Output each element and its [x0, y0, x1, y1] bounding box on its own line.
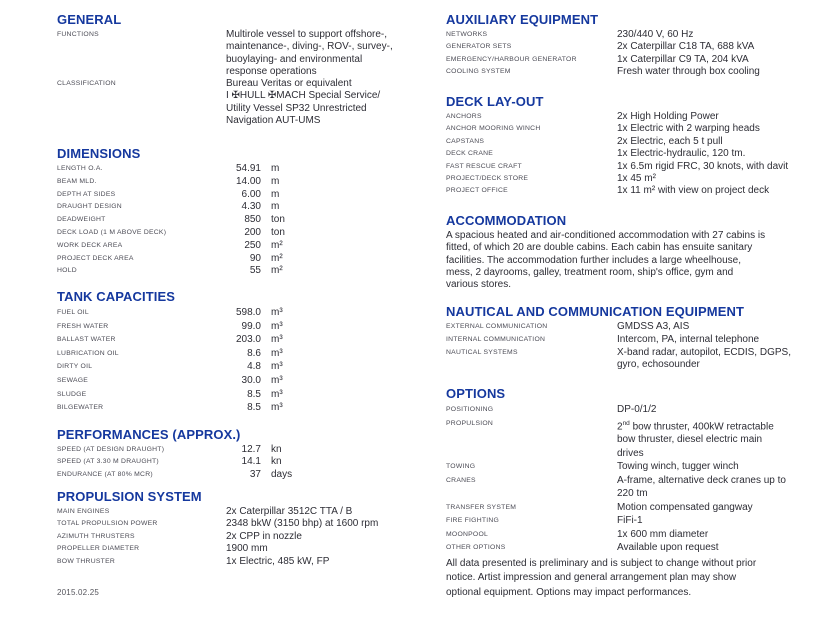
spec-value-unit: m [271, 175, 280, 187]
section-title: PROPULSION SYSTEM [57, 489, 202, 504]
value-line: notice. Artist impression and general arrangement plan may show [446, 572, 737, 584]
section-options [446, 387, 824, 555]
spec-value-number: 8.5 [247, 402, 261, 414]
spec-row [57, 227, 431, 240]
spec-row [57, 401, 431, 415]
spec-value [226, 531, 431, 543]
spec-value-number: 90 [249, 252, 261, 264]
spec-value-unit: kn [271, 444, 282, 455]
spec-row [57, 240, 431, 253]
spec-value-number: 200 [244, 226, 261, 238]
spec-row [57, 374, 431, 388]
spec-label: DEPTH AT SIDES [57, 190, 116, 198]
value-line: mess, 2 dayrooms, galley, treatment room, ship's office, gym and [446, 266, 734, 278]
value-line: 1x 11 m² with view on project deck [617, 185, 770, 197]
spec-row [446, 148, 824, 160]
spec-value-unit: ton [271, 214, 285, 226]
value-line: DP-0/1/2 [617, 404, 657, 415]
value-line: X-band radar, autopilot, ECDIS, DGPS, [617, 346, 791, 358]
value-line: bow thruster, diesel electric main [617, 434, 763, 446]
spec-value-number: 6.00 [241, 188, 261, 200]
value-line: Towing winch, tugger winch [617, 461, 739, 473]
section-title: TANK CAPACITIES [57, 289, 176, 304]
spec-row [57, 556, 431, 568]
spec-value-number: 598.0 [235, 307, 261, 318]
section-title: DECK LAY-OUT [446, 94, 544, 109]
column-right [446, 0, 824, 620]
paragraph [446, 557, 824, 600]
spec-row [446, 501, 824, 515]
spec-row [446, 541, 824, 555]
spec-label: FRESH WATER [57, 322, 109, 330]
spec-label: BEAM MLD. [57, 177, 97, 185]
spec-value-unit: m [271, 201, 280, 213]
value-line: gyro, echosounder [617, 359, 700, 371]
value-line: maintenance-, diving-, ROV-, survey-, [226, 41, 393, 53]
value-line: Multirole vessel to support offshore-, [226, 29, 388, 40]
spec-label: SEWAGE [57, 376, 89, 384]
section-accommodation [446, 214, 824, 291]
spec-row [446, 41, 824, 53]
spec-row [57, 388, 431, 402]
section-performances [57, 428, 431, 481]
spec-row [57, 176, 431, 189]
spec-row [446, 334, 824, 347]
spec-label: FUEL OIL [57, 309, 89, 316]
value-line: FiFi-1 [617, 515, 643, 527]
spec-label: COOLING SYSTEM [446, 68, 511, 76]
spec-label: ANCHORS [446, 113, 482, 120]
column-left [57, 0, 431, 620]
spec-value [617, 66, 824, 78]
spec-row [57, 265, 431, 278]
spec-value [617, 173, 824, 185]
spec-row [57, 201, 431, 214]
spec-row [57, 360, 431, 374]
spec-value-number: 4.30 [241, 201, 261, 213]
section-dimensions [57, 147, 431, 278]
section-title: ACCOMMODATION [446, 213, 567, 228]
section-title: PERFORMANCES (APPROX.) [57, 427, 241, 442]
spec-row [446, 417, 824, 461]
spec-value-unit: kn [271, 456, 282, 468]
spec-label: EXTERNAL COMMUNICATION [446, 323, 548, 330]
value-superscript: nd [622, 419, 630, 427]
spec-row [446, 347, 824, 373]
value-line: 230/440 V, 60 Hz [617, 29, 694, 40]
spec-value-number: 850 [244, 214, 261, 226]
spec-value-unit: m² [271, 265, 283, 277]
value-line: Bureau Veritas or equivalent [226, 78, 352, 90]
spec-value [617, 460, 824, 474]
value-line: drives [617, 447, 644, 459]
spec-value [617, 111, 824, 123]
spec-label: HOLD [57, 267, 77, 275]
spec-value [617, 29, 824, 41]
spec-row [446, 29, 824, 41]
spec-label: BILGEWATER [57, 404, 104, 412]
spec-value-number: 30.0 [241, 374, 261, 386]
value-line: GMDSS A3, AIS [617, 321, 690, 332]
spec-label: LENGTH O.A. [57, 165, 103, 172]
spec-label: CLASSIFICATION [57, 80, 116, 88]
spec-label: CRANES [446, 476, 476, 484]
spec-label: NETWORKS [446, 31, 488, 38]
spec-label: TOWING [446, 463, 476, 471]
spec-value-number: 203.0 [235, 334, 261, 346]
spec-value-unit: m³ [271, 361, 283, 373]
spec-row [57, 29, 431, 78]
value-line: Fresh water through box cooling [617, 66, 760, 78]
spec-value-unit: m [271, 188, 280, 200]
value-line: Intercom, PA, internal telephone [617, 333, 760, 345]
spec-label: WORK DECK AREA [57, 241, 123, 249]
spec-label: FAST RESCUE CRAFT [446, 162, 522, 170]
value-line: I ✠HULL ✠MACH Special Service/ [226, 90, 381, 102]
spec-label: INTERNAL COMMUNICATION [446, 335, 546, 343]
value-line [617, 417, 824, 434]
value-line: Available upon request [617, 542, 719, 554]
section-deck [446, 95, 824, 198]
spec-label: SLUDGE [57, 390, 87, 398]
spec-label: CAPSTANS [446, 137, 485, 145]
spec-value-unit: m³ [271, 402, 283, 414]
value-line: 2x Caterpillar C18 TA, 688 kVA [617, 41, 755, 53]
spec-label: DEADWEIGHT [57, 216, 106, 224]
spec-value-number: 4.8 [247, 361, 261, 373]
spec-row [446, 474, 824, 501]
spec-label: MAIN ENGINES [57, 508, 110, 515]
value-line: 2348 bkW (3150 bhp) at 1600 rpm [226, 518, 379, 530]
value-line: 1900 mm [226, 543, 268, 555]
spec-row [446, 161, 824, 173]
spec-label: NAUTICAL SYSTEMS [446, 348, 518, 356]
spec-label: PROPULSION [446, 419, 494, 427]
spec-row [57, 456, 431, 468]
footer-date: 2015.02.25 [57, 588, 100, 597]
section-title: AUXILIARY EQUIPMENT [446, 12, 599, 27]
spec-value-unit: days [271, 468, 293, 480]
spec-label: MOONPOOL [446, 530, 489, 538]
spec-label: TRANSFER SYSTEM [446, 503, 517, 511]
spec-label: ENDURANCE (AT 80% MCR) [57, 470, 153, 478]
spec-row [57, 253, 431, 266]
spec-row [57, 214, 431, 227]
spec-row [57, 469, 431, 481]
value-line: fitted, of which 20 are double cabins. Each cabin has ensuite sanitary [446, 242, 753, 254]
value-text: 2 [617, 420, 623, 432]
value-line: 2x Electric, each 5 t pull [617, 135, 723, 147]
spec-value [617, 321, 824, 334]
spec-row [57, 163, 431, 176]
spec-value-number: 8.5 [247, 388, 261, 400]
spec-row [57, 506, 431, 518]
spec-label: SPEED (AT DESIGN DRAUGHT) [57, 446, 165, 453]
spec-label: PROJECT DECK AREA [57, 254, 134, 262]
spec-row [57, 531, 431, 543]
value-line: optional equipment. Options may impact performances. [446, 586, 692, 598]
spec-row [446, 403, 824, 417]
spec-value-unit: m² [271, 252, 283, 264]
spec-value-unit: m³ [271, 334, 283, 346]
section-title: OPTIONS [446, 386, 506, 401]
spec-value [617, 403, 824, 417]
spec-value [226, 506, 431, 518]
spec-value [617, 185, 824, 197]
spec-value [226, 78, 431, 127]
value-line: response operations [226, 65, 317, 77]
value-line: Utility Vessel SP32 Unrestricted [226, 102, 367, 114]
spec-value [617, 54, 824, 66]
value-line: 1x Caterpillar C9 TA, 204 kVA [617, 53, 749, 65]
section-title: DIMENSIONS [57, 146, 141, 161]
spec-value [617, 528, 824, 542]
spec-value [617, 41, 824, 53]
spec-label: BOW THRUSTER [57, 557, 116, 565]
spec-value [617, 148, 824, 160]
spec-row [57, 444, 431, 456]
value-line: 1x Electric with 2 warping heads [617, 123, 760, 135]
spec-label: EMERGENCY/HARBOUR GENERATOR [446, 55, 577, 63]
spec-row [57, 347, 431, 361]
spec-value [617, 514, 824, 528]
spec-label: OTHER OPTIONS [446, 544, 506, 552]
spec-row [446, 173, 824, 185]
paragraph [446, 230, 824, 291]
section-title: NAUTICAL AND COMMUNICATION EQUIPMENT [446, 304, 745, 319]
spec-value-number: 99.0 [241, 320, 261, 332]
spec-value-number: 8.6 [247, 347, 261, 359]
spec-value-number: 37 [249, 468, 261, 480]
spec-row [446, 66, 824, 78]
spec-value [226, 518, 431, 530]
value-line: 2x High Holding Power [617, 111, 719, 122]
spec-value [226, 556, 431, 568]
value-line: All data presented is preliminary and is subject to change without prior [446, 558, 757, 569]
spec-label: DRAUGHT DESIGN [57, 203, 122, 211]
spec-value [617, 347, 824, 373]
spec-row [446, 460, 824, 474]
spec-row [57, 333, 431, 347]
value-line: 1x 45 m² [617, 173, 656, 185]
spec-value-number: 55 [249, 265, 261, 277]
spec-label: DECK CRANE [446, 150, 494, 158]
spec-value [617, 417, 824, 461]
value-line: various stores. [446, 279, 512, 291]
spec-label: GENERATOR SETS [446, 43, 512, 51]
spec-row [57, 320, 431, 334]
spec-row [446, 123, 824, 135]
spec-label: PROJECT OFFICE [446, 187, 508, 195]
spec-value [617, 474, 824, 501]
value-line: 1x Electric, 485 kW, FP [226, 555, 330, 567]
spec-value-unit: m³ [271, 347, 283, 359]
spec-label: FUNCTIONS [57, 31, 99, 38]
value-line: 1x 600 mm diameter [617, 528, 709, 540]
spec-value [617, 161, 824, 173]
spec-label: POSITIONING [446, 406, 494, 413]
value-line: 220 tm [617, 488, 648, 500]
spec-row [446, 54, 824, 66]
spec-label: DECK LOAD (1 M ABOVE DECK) [57, 228, 167, 236]
section-auxiliary [446, 13, 824, 79]
spec-row [57, 543, 431, 555]
spec-value [617, 541, 824, 555]
spec-row [57, 518, 431, 530]
spec-label: BALLAST WATER [57, 336, 116, 344]
spec-value-number: 12.7 [241, 444, 261, 455]
value-line: Navigation AUT-UMS [226, 115, 321, 127]
spec-row [446, 321, 824, 334]
spec-row [446, 514, 824, 528]
spec-value-unit: m³ [271, 388, 283, 400]
section-disclaimer [446, 557, 824, 600]
spec-label: DIRTY OIL [57, 363, 93, 371]
spec-label: PROPELLER DIAMETER [57, 545, 140, 553]
spec-value-number: 54.91 [235, 163, 261, 174]
spec-label: PROJECT/DECK STORE [446, 175, 529, 183]
spec-value-number: 250 [244, 239, 261, 251]
value-text: bow thruster, 400kW retractable [629, 420, 774, 432]
spec-label: SPEED (AT 3.30 M DRAUGHT) [57, 458, 159, 466]
spec-row [57, 78, 431, 127]
spec-label: TOTAL PROPULSION POWER [57, 520, 158, 528]
spec-value-unit: m [271, 163, 280, 174]
spec-label: AZIMUTH THRUSTERS [57, 532, 135, 540]
section-tanks [57, 290, 431, 415]
value-line: 1x 6.5m rigid FRC, 30 knots, with davit [617, 160, 789, 172]
spec-value-unit: ton [271, 226, 285, 238]
value-line: 2x CPP in nozzle [226, 530, 302, 542]
spec-value-unit: m³ [271, 307, 283, 318]
spec-value [617, 136, 824, 148]
spec-value [617, 123, 824, 135]
spec-value-unit: m³ [271, 374, 283, 386]
spec-value-number: 14.1 [241, 456, 261, 468]
spec-value [226, 29, 431, 78]
spec-value [617, 334, 824, 347]
spec-row [446, 528, 824, 542]
spec-row [57, 306, 431, 320]
spec-value [226, 543, 431, 555]
spec-row [446, 111, 824, 123]
section-title: GENERAL [57, 12, 122, 27]
spec-row [446, 136, 824, 148]
spec-value-unit: m² [271, 239, 283, 251]
spec-value-unit: m³ [271, 320, 283, 332]
value-line: 2x Caterpillar 3512C TTA / B [226, 506, 353, 517]
spec-label: ANCHOR MOORING WINCH [446, 125, 541, 133]
spec-label: LUBRICATION OIL [57, 349, 119, 357]
value-line: A spacious heated and air-conditioned accommodation with 27 cabins is [446, 230, 766, 241]
value-line: buoylaying- and environmental [226, 53, 363, 65]
section-propulsion [57, 490, 431, 568]
spec-row [446, 185, 824, 197]
value-line: Motion compensated gangway [617, 501, 753, 513]
value-line: facilities. The accommodation further includes a large wheelhouse, [446, 254, 741, 266]
spec-row [57, 189, 431, 202]
value-line: A-frame, alternative deck cranes up to [617, 474, 786, 486]
section-nautical [446, 305, 824, 372]
spec-value [617, 501, 824, 515]
spec-label: FIRE FIGHTING [446, 517, 500, 525]
value-line: 1x Electric-hydraulic, 120 tm. [617, 148, 746, 160]
section-general [57, 13, 431, 127]
spec-value-number: 14.00 [235, 175, 261, 187]
